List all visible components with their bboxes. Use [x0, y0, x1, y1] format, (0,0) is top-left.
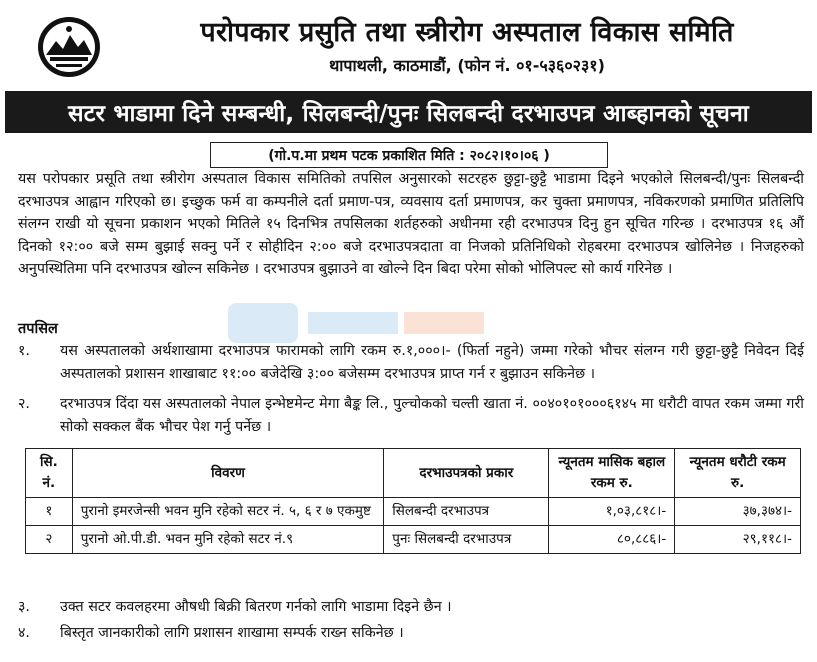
header-description: विवरण [72, 449, 384, 498]
table-row [26, 526, 801, 554]
cell-sn: १ [26, 498, 73, 526]
cell-tender-type: सिलबन्दी दरभाउपत्र [384, 498, 549, 526]
cell-min-rent: ८०,८८६।- [549, 526, 675, 554]
list-item-number: १. [18, 343, 30, 359]
notice-title: सटर भाडामा दिने सम्बन्धी, सिलबन्दी/पुनः सिलबन्दी दरभाउपत्र आब्हानको सूचना [5, 91, 812, 133]
header-min-deposit: न्यूनतम धरौटी रकम रु. [675, 449, 801, 498]
list-item [18, 596, 804, 619]
cell-tender-type: पुनः सिलबन्दी दरभाउपत्र [384, 526, 549, 554]
list-item-number: ३. [18, 599, 30, 615]
tapsil-heading: तपसिल [18, 321, 58, 337]
list-item-text: बिस्तृत जानकारीको लागि प्रशासन शाखामा सम्पर्क राख्न सकिनेछ । [60, 625, 404, 641]
cell-min-deposit: ३७,३७४।- [675, 498, 801, 526]
cell-min-rent: १,०३,८१८।- [549, 498, 675, 526]
table-header-row [26, 449, 801, 498]
list-item-number: २. [18, 396, 30, 412]
organization-address: थापाथली, काठमाडौं, (फोन नं. ०१-५३६०२३१) [329, 56, 605, 75]
header-tender-type: दरभाउपत्रको प्रकार [384, 449, 549, 498]
publication-date: (गो.प.मा प्रथम पटक प्रकाशित मिति : २०८२।१०।०६ ) [210, 142, 608, 168]
list-item-text: उक्त सटर कवलहरमा औषधी बिक्री बितरण गर्नको लागि भाडामा दिइने छैन । [60, 599, 452, 615]
list-item [18, 340, 804, 385]
header-sn: सि. नं. [26, 449, 73, 498]
header-min-rent: न्यूनतम मासिक बहाल रकम रु. [549, 449, 675, 498]
organization-name: परोपकार प्रसुति तथा स्त्रीरोग अस्पताल विकास समिति [200, 17, 734, 48]
cell-description: पुरानो ओ.पी.डी. भवन मुनि रहेको सटर नं.९ [72, 526, 384, 554]
list-item-number: ४. [18, 625, 30, 641]
list-item-text: यस अस्पतालको अर्थशाखामा दरभाउपत्र फारामको लागि रकम रु.१,०००।- (फिर्ता नहुने) जम्मा गरेको भौचर संलग्न गरी छुट्टा-छुट्टै निवेदन दिई अस्पतालको प्रशासन शाखाबाट ११:०० बजेदेखि ३:०० बजेसम्म दरभाउपत्र प्राप्त गर्न र बुझाउन सकिनेछ । [60, 343, 804, 382]
cell-min-deposit: २९,११८।- [675, 526, 801, 554]
table-row [26, 498, 801, 526]
cell-description: पुरानो इमरजेन्सी भवन मुनि रहेको सटर नं. ५, ६ र ७ एकमुष्ट [72, 498, 384, 526]
list-item [18, 393, 804, 438]
cell-sn: २ [26, 526, 73, 554]
list-item-text: दरभाउपत्र दिंदा यस अस्पतालको नेपाल इन्भेष्टमेन्ट मेगा बैङ्क लि., पुल्चोकको चल्ती खाता नं. ००४०१०१०००६१४५ मा धरौटी वापत रकम जम्मा गरी सोको सक्कल बैंक भौचर पेश गर्नु पर्नेछ । [60, 396, 804, 435]
tender-table [25, 448, 801, 554]
notice-body-paragraph: यस परोपकार प्रसूति तथा स्त्रीरोग अस्पताल विकास समितिको तपसिल अनुसारको सटरहरु छुट्टा-छुट्टै भाडामा दिइने भएकोले सिलबन्दी/पुनः सिलबन्दी दरभाउपत्र आह्वान गरिएको छ। इच्छुक फर्म वा कम्पनीले दर्ता प्रमाण-पत्र, व्यवसाय दर्ता प्रमाणपत्र, कर चुक्ता प्रमाणपत्र, नविकरणको प्रमाणित प्रतिलिपि संलग्न राखी यो सूचना प्रकाशन भएको मितिले १५ दिनभित्र तपसिलका शर्तहरुको अधीनमा रही दरभाउपत्र दिनु हुन सूचित गरिन्छ । दरभाउपत्र १६ औं दिनको १२:०० बजे सम्म बुझाई सक्नु पर्ने र सोहीदिन २:०० बजे दरभाउपत्रदाता वा निजको प्रतिनिधिको रोहबरमा दरभाउपत्र खोलिनेछ । निजहरुको अनुपस्थितिमा पनि दरभाउपत्र खोल्न सकिनेछ । दरभाउपत्र बुझाउने वा खोल्ने दिन बिदा परेमा सोको भोलिपल्ट सो कार्य गरिनेछ । [18, 171, 804, 277]
list-item [18, 622, 804, 645]
government-emblem-icon [36, 15, 102, 79]
